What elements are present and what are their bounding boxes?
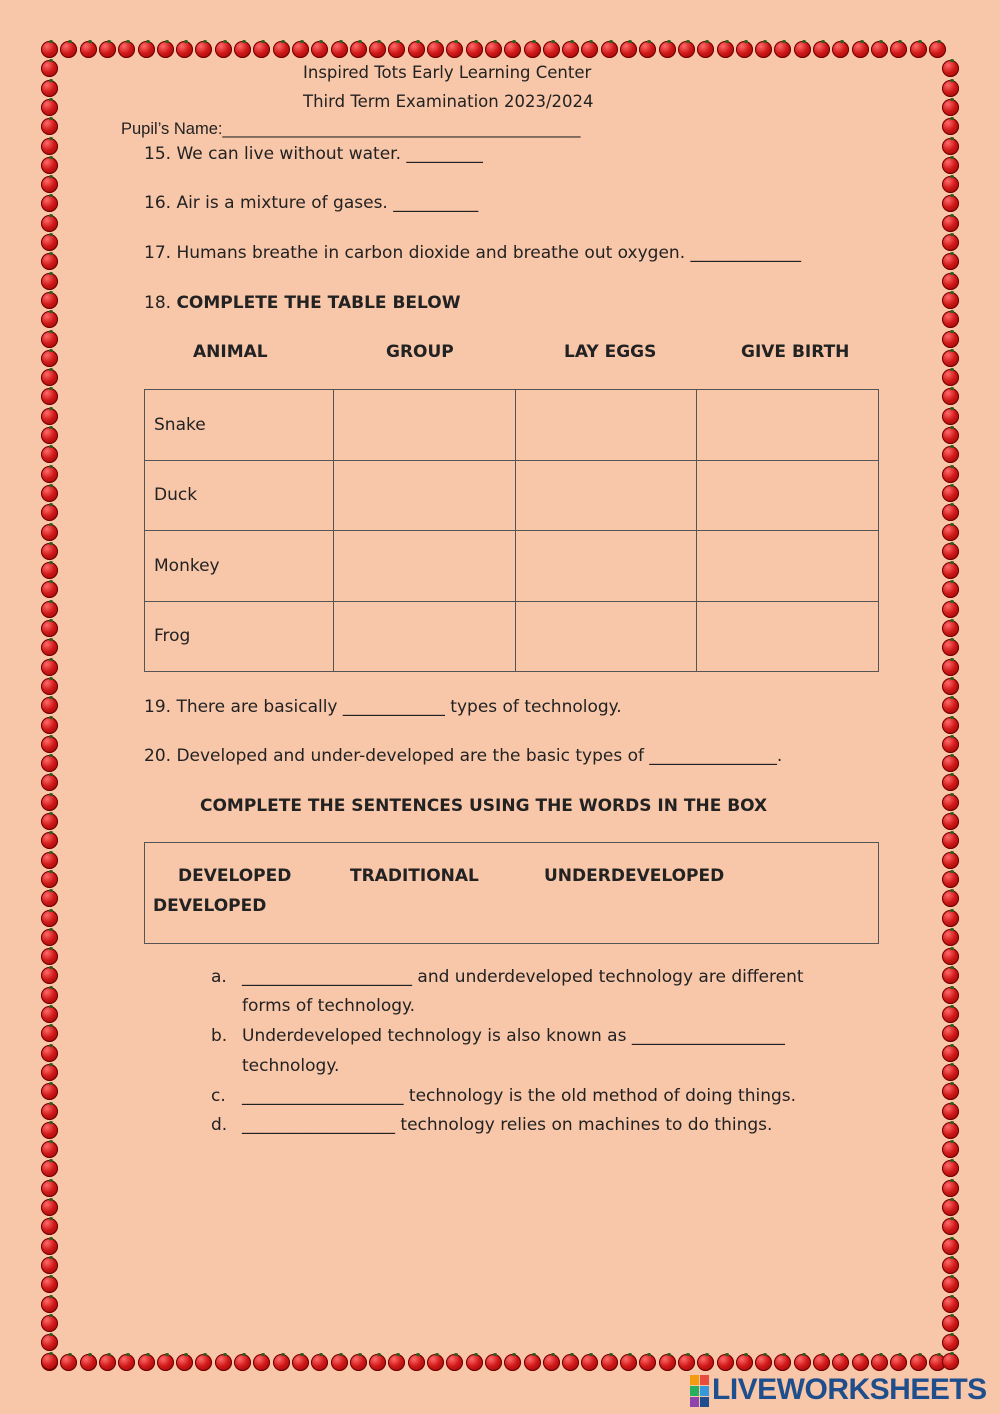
question-17: 17. Humans breathe in carbon dioxide and breathe out oxygen. _____________	[144, 243, 801, 263]
apple-icon	[273, 1354, 290, 1371]
apple-icon	[942, 581, 959, 598]
apple-icon	[253, 1354, 270, 1371]
apple-icon	[942, 1083, 959, 1100]
lay-eggs-cell[interactable]	[515, 531, 697, 602]
apple-icon	[485, 1354, 502, 1371]
apple-icon	[408, 1354, 425, 1371]
sentence-c-line1: ___________________ technology is the old method of doing things.	[242, 1086, 797, 1106]
apple-icon	[942, 369, 959, 386]
animal-cell: Duck	[145, 460, 334, 531]
apple-icon	[41, 99, 58, 116]
apple-icon	[942, 1141, 959, 1158]
apple-icon	[890, 41, 907, 58]
apple-icon	[41, 466, 58, 483]
apple-icon	[41, 1180, 58, 1197]
apple-icon	[942, 697, 959, 714]
apple-icon	[292, 41, 309, 58]
apple-icon	[41, 774, 58, 791]
apple-icon	[41, 562, 58, 579]
apple-icon	[942, 871, 959, 888]
apple-icon	[41, 138, 58, 155]
apple-icon	[41, 1296, 58, 1313]
apple-icon	[678, 1354, 695, 1371]
apple-icon	[41, 1334, 58, 1351]
apple-icon	[942, 195, 959, 212]
apple-icon	[41, 890, 58, 907]
apple-icon	[942, 388, 959, 405]
apple-icon	[755, 1354, 772, 1371]
liveworksheets-logo-icon	[690, 1375, 708, 1405]
apple-icon	[942, 215, 959, 232]
apple-icon	[41, 678, 58, 695]
table-row	[145, 601, 879, 672]
question-18-number: 18.	[144, 293, 172, 313]
apple-icon	[41, 504, 58, 521]
apple-icon	[678, 41, 695, 58]
apple-icon	[41, 1199, 58, 1216]
apple-icon	[942, 929, 959, 946]
apple-icon	[485, 41, 502, 58]
apple-icon	[832, 41, 849, 58]
apple-icon	[942, 408, 959, 425]
table-row	[145, 531, 879, 602]
apple-icon	[408, 41, 425, 58]
table-header-give-birth: GIVE BIRTH	[741, 342, 850, 362]
apple-icon	[157, 41, 174, 58]
animal-cell: Snake	[145, 390, 334, 461]
apple-icon	[41, 1276, 58, 1293]
apple-icon	[41, 697, 58, 714]
apple-icon	[736, 1354, 753, 1371]
lay-eggs-cell[interactable]	[515, 390, 697, 461]
apple-icon	[942, 794, 959, 811]
sentence-d-line1: __________________ technology relies on machines to do things.	[242, 1115, 773, 1135]
apple-icon	[41, 427, 58, 444]
apple-icon	[942, 1045, 959, 1062]
apple-icon	[234, 41, 251, 58]
apple-icon	[871, 41, 888, 58]
apple-icon	[942, 813, 959, 830]
apple-icon	[942, 60, 959, 77]
apple-icon	[852, 41, 869, 58]
apple-icon	[41, 620, 58, 637]
apple-icon	[350, 41, 367, 58]
apple-icon	[659, 1354, 676, 1371]
question-16: 16. Air is a mixture of gases. __________	[144, 193, 479, 213]
apple-icon	[942, 910, 959, 927]
apple-icon	[99, 41, 116, 58]
apple-icon	[659, 41, 676, 58]
apple-icon	[427, 41, 444, 58]
apple-icon	[234, 1354, 251, 1371]
apple-icon	[446, 41, 463, 58]
apple-icon	[942, 234, 959, 251]
lay-eggs-cell[interactable]	[515, 460, 697, 531]
apple-icon	[942, 755, 959, 772]
apple-icon	[350, 1354, 367, 1371]
sentence-c-letter: c.	[211, 1086, 226, 1106]
apple-icon	[697, 1354, 714, 1371]
apple-icon	[942, 1218, 959, 1235]
apple-icon	[942, 176, 959, 193]
apple-icon	[942, 543, 959, 560]
apple-icon	[80, 41, 97, 58]
apple-icon	[942, 967, 959, 984]
apple-icon	[929, 41, 946, 58]
apple-icon	[942, 331, 959, 348]
apple-icon	[890, 1354, 907, 1371]
apple-icon	[41, 331, 58, 348]
apple-icon	[504, 1354, 521, 1371]
apple-icon	[41, 1006, 58, 1023]
apple-icon	[942, 1334, 959, 1351]
apple-icon	[41, 408, 58, 425]
apple-icon	[774, 1354, 791, 1371]
word-developed-2: DEVELOPED	[153, 896, 267, 916]
apple-icon	[942, 639, 959, 656]
apple-icon	[41, 794, 58, 811]
apple-icon	[446, 1354, 463, 1371]
apple-icon	[524, 41, 541, 58]
apple-icon	[794, 1354, 811, 1371]
pupil-name-line: Pupil’s Name:_______________________________________	[121, 120, 581, 138]
apple-icon	[942, 350, 959, 367]
apple-icon	[942, 562, 959, 579]
apple-icon	[466, 41, 483, 58]
apple-icon	[195, 41, 212, 58]
apple-icon	[388, 1354, 405, 1371]
apple-icon	[942, 852, 959, 869]
apple-icon	[138, 1354, 155, 1371]
sentence-b-line1: Underdeveloped technology is also known as __________________	[242, 1026, 785, 1046]
table-row	[145, 390, 879, 461]
apple-icon	[639, 41, 656, 58]
apple-icon	[794, 41, 811, 58]
apple-icon	[942, 157, 959, 174]
sentence-a-line2: forms of technology.	[242, 996, 416, 1016]
lay-eggs-cell[interactable]	[515, 601, 697, 672]
group-cell[interactable]	[333, 460, 515, 531]
table-header-lay-eggs: LAY EGGS	[564, 342, 657, 362]
apple-icon	[41, 388, 58, 405]
apple-icon	[41, 1122, 58, 1139]
apple-icon	[942, 620, 959, 637]
apple-icon	[871, 1354, 888, 1371]
apple-icon	[942, 678, 959, 695]
table-header-animal: ANIMAL	[193, 342, 268, 362]
apple-icon	[41, 601, 58, 618]
apple-icon	[543, 41, 560, 58]
apple-icon	[41, 1257, 58, 1274]
apple-icon	[41, 736, 58, 753]
apple-icon	[331, 1354, 348, 1371]
apple-icon	[176, 41, 193, 58]
liveworksheets-logo	[690, 1372, 987, 1408]
apple-icon	[41, 195, 58, 212]
apple-icon	[942, 1257, 959, 1274]
sentence-b-letter: b.	[211, 1026, 228, 1046]
word-traditional: TRADITIONAL	[350, 866, 479, 886]
apple-icon	[369, 41, 386, 58]
apple-icon	[215, 41, 232, 58]
apple-icon	[273, 41, 290, 58]
apple-icon	[942, 601, 959, 618]
apple-icon	[41, 1064, 58, 1081]
word-box-instruction: COMPLETE THE SENTENCES USING THE WORDS IN THE BOX	[200, 796, 768, 816]
apple-icon	[755, 41, 772, 58]
apple-icon	[543, 1354, 560, 1371]
apple-icon	[942, 1296, 959, 1313]
apple-icon	[369, 1354, 386, 1371]
apple-icon	[942, 1103, 959, 1120]
apple-icon	[60, 41, 77, 58]
apple-icon	[581, 1354, 598, 1371]
apple-icon	[942, 832, 959, 849]
apple-icon	[41, 485, 58, 502]
apple-icon	[311, 1354, 328, 1371]
apple-icon	[41, 659, 58, 676]
apple-icon	[41, 1025, 58, 1042]
apple-icon	[942, 1238, 959, 1255]
apple-icon	[524, 1354, 541, 1371]
apple-icon	[942, 1122, 959, 1139]
apple-icon	[41, 215, 58, 232]
apple-icon	[41, 80, 58, 97]
word-underdeveloped: UNDERDEVELOPED	[544, 866, 725, 886]
sentence-d-letter: d.	[211, 1115, 228, 1135]
apple-icon	[41, 369, 58, 386]
apple-icon	[942, 485, 959, 502]
apple-icon	[504, 41, 521, 58]
apple-icon	[41, 639, 58, 656]
apple-icon	[942, 1199, 959, 1216]
apple-icon	[832, 1354, 849, 1371]
apple-icon	[942, 292, 959, 309]
apple-icon	[41, 292, 58, 309]
apple-icon	[942, 1025, 959, 1042]
apple-icon	[41, 871, 58, 888]
apple-icon	[601, 1354, 618, 1371]
apple-icon	[717, 1354, 734, 1371]
apple-icon	[942, 273, 959, 290]
apple-icon	[942, 99, 959, 116]
apple-icon	[41, 929, 58, 946]
apple-icon	[41, 60, 58, 77]
sentence-a-letter: a.	[211, 967, 227, 987]
apple-icon	[942, 659, 959, 676]
give-birth-cell[interactable]	[697, 601, 879, 672]
word-box	[144, 842, 879, 944]
apple-icon	[813, 1354, 830, 1371]
animal-cell: Frog	[145, 601, 334, 672]
apple-icon	[215, 1354, 232, 1371]
school-name: Inspired Tots Early Learning Center	[303, 63, 592, 82]
apple-icon	[942, 774, 959, 791]
apple-icon	[427, 1354, 444, 1371]
word-developed: DEVELOPED	[178, 866, 292, 886]
apple-icon	[736, 41, 753, 58]
apple-icon	[176, 1354, 193, 1371]
apple-icon	[942, 427, 959, 444]
apple-icon	[292, 1354, 309, 1371]
question-15: 15. We can live without water. _________	[144, 144, 483, 164]
apple-icon	[942, 1160, 959, 1177]
liveworksheets-logo-text: LIVEWORKSHEETS	[712, 1373, 987, 1406]
apple-icon	[942, 446, 959, 463]
apple-icon	[41, 118, 58, 135]
animal-cell: Monkey	[145, 531, 334, 602]
apple-icon	[562, 1354, 579, 1371]
apple-icon	[41, 1141, 58, 1158]
apple-icon	[942, 1353, 959, 1370]
apple-icon	[466, 1354, 483, 1371]
apple-icon	[942, 524, 959, 541]
animal-table	[144, 389, 879, 672]
apple-icon	[942, 118, 959, 135]
apple-icon	[118, 1354, 135, 1371]
apple-icon	[41, 41, 58, 58]
apple-icon	[942, 138, 959, 155]
apple-icon	[60, 1354, 77, 1371]
apple-icon	[41, 1238, 58, 1255]
apple-icon	[942, 311, 959, 328]
apple-icon	[41, 852, 58, 869]
apple-icon	[581, 41, 598, 58]
apple-icon	[41, 1218, 58, 1235]
apple-icon	[41, 581, 58, 598]
apple-icon	[195, 1354, 212, 1371]
give-birth-cell[interactable]	[697, 460, 879, 531]
apple-icon	[697, 41, 714, 58]
apple-icon	[942, 80, 959, 97]
apple-icon	[41, 350, 58, 367]
apple-icon	[942, 948, 959, 965]
question-18	[144, 293, 460, 313]
apple-icon	[942, 466, 959, 483]
exam-title: Third Term Examination 2023/2024	[303, 92, 594, 111]
question-18-title: COMPLETE THE TABLE BELOW	[176, 293, 461, 313]
apple-icon	[138, 41, 155, 58]
apple-icon	[942, 1276, 959, 1293]
apple-icon	[942, 736, 959, 753]
apple-icon	[41, 1083, 58, 1100]
apple-icon	[41, 755, 58, 772]
apple-icon	[41, 832, 58, 849]
apple-icon	[41, 524, 58, 541]
apple-icon	[41, 1160, 58, 1177]
sentence-a-line1: ____________________ and underdeveloped technology are different	[242, 967, 804, 987]
apple-icon	[717, 41, 734, 58]
apple-icon	[41, 273, 58, 290]
apple-icon	[41, 253, 58, 270]
apple-icon	[813, 41, 830, 58]
apple-icon	[80, 1354, 97, 1371]
apple-icon	[41, 446, 58, 463]
apple-icon	[41, 543, 58, 560]
apple-icon	[41, 967, 58, 984]
question-20: 20. Developed and under-developed are the basic types of _______________.	[144, 746, 783, 766]
apple-icon	[942, 987, 959, 1004]
apple-icon	[910, 41, 927, 58]
apple-icon	[41, 813, 58, 830]
apple-icon	[942, 890, 959, 907]
table-header-group: GROUP	[386, 342, 454, 362]
sentence-b-line2: technology.	[242, 1056, 340, 1076]
apple-icon	[620, 41, 637, 58]
apple-icon	[157, 1354, 174, 1371]
apple-icon	[942, 1006, 959, 1023]
apple-icon	[41, 1315, 58, 1332]
give-birth-cell[interactable]	[697, 531, 879, 602]
table-row	[145, 460, 879, 531]
apple-icon	[41, 1045, 58, 1062]
apple-icon	[942, 1315, 959, 1332]
group-cell[interactable]	[333, 531, 515, 602]
apple-icon	[620, 1354, 637, 1371]
apple-icon	[41, 948, 58, 965]
apple-icon	[41, 910, 58, 927]
apple-icon	[388, 41, 405, 58]
group-cell[interactable]	[333, 390, 515, 461]
apple-icon	[774, 41, 791, 58]
give-birth-cell[interactable]	[697, 390, 879, 461]
apple-icon	[852, 1354, 869, 1371]
apple-icon	[942, 504, 959, 521]
apple-icon	[942, 717, 959, 734]
apple-icon	[41, 1103, 58, 1120]
group-cell[interactable]	[333, 601, 515, 672]
apple-icon	[99, 1354, 116, 1371]
apple-icon	[41, 234, 58, 251]
apple-icon	[562, 41, 579, 58]
apple-icon	[331, 41, 348, 58]
apple-icon	[942, 1064, 959, 1081]
question-19: 19. There are basically ____________ types of technology.	[144, 697, 622, 717]
apple-icon	[942, 253, 959, 270]
apple-icon	[253, 41, 270, 58]
apple-icon	[41, 157, 58, 174]
apple-icon	[311, 41, 328, 58]
apple-icon	[41, 717, 58, 734]
apple-icon	[639, 1354, 656, 1371]
apple-icon	[942, 1180, 959, 1197]
apple-icon	[910, 1354, 927, 1371]
apple-icon	[601, 41, 618, 58]
apple-icon	[41, 176, 58, 193]
apple-icon	[41, 987, 58, 1004]
apple-icon	[118, 41, 135, 58]
apple-icon	[41, 311, 58, 328]
